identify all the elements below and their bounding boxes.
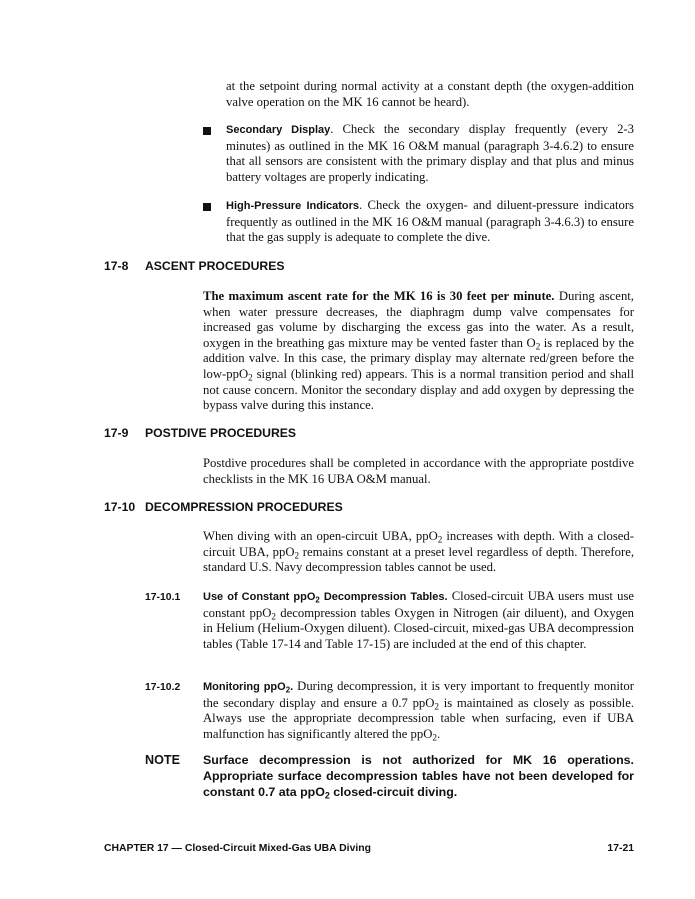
section-body-ascent [203, 289, 634, 414]
body-text: When diving with an open-circuit UBA, ppO [203, 529, 438, 543]
subscript: 2 [294, 550, 300, 561]
bullet-text: . Check the secondary display frequently (every 2-3 minutes) as outlined in the MK 16 O&M manual (paragraph 3-4.6.2) to ensure that all sensors are consistent with the primary display and that plus and minus battery voltages are properly indicating. [226, 122, 634, 184]
subscript: 2 [437, 534, 443, 545]
subscript: 2 [315, 595, 320, 605]
subsection-lead [203, 591, 448, 603]
section-number: 17-8 [104, 259, 129, 273]
lead-text: Use of Constant ppO [203, 591, 316, 603]
lead-text: . [290, 681, 294, 693]
bullet-text: . Check the oxygen- and diluent-pressure indicators frequently as outlined in the MK 16 O&M manual (paragraph 3-4.6.3) to ensure that the gas supply is adequate to complete the dive. [226, 198, 634, 245]
body-text: During ascent, when water pressure decreases, the diaphragm dump valve compensates for increased gas volume by discharging the excess gas into the water. As a result, oxygen in the breathing gas mixture may be vented faster than O [203, 289, 634, 350]
section-title: DECOMPRESSION PROCEDURES [145, 500, 343, 514]
body-text: is maintained as closely as possible. Always use the appropriate decompression table when surfacing, even if UBA malfunction has significantly altered the ppO [203, 695, 634, 741]
section-title: ASCENT PROCEDURES [145, 259, 285, 273]
section-number: 17-9 [104, 426, 129, 440]
note-text-part: closed-circuit diving. [329, 785, 458, 799]
section-number: 17-10 [104, 500, 136, 514]
section-body-decompression [203, 529, 634, 576]
body-text: decompression tables Oxygen in Nitrogen (air diluent), and Oxygen in Helium (Helium-Oxygen diluent). Closed-circuit, mixed-gas UBA decompression tables (Table 17-14 and Table 17-15) are included at the end of this chapter. [203, 605, 634, 651]
lead-text: Decompression Tables. [319, 591, 448, 603]
subscript: 2 [271, 611, 276, 622]
subscript: 2 [248, 372, 253, 383]
subsection-number: 17-10.1 [145, 592, 181, 603]
lead-text: Monitoring ppO [203, 681, 286, 693]
subsection-number: 17-10.2 [145, 682, 181, 693]
body-text: remains constant at a preset level regardless of depth. Therefore, standard U.S. Navy decompression tables cannot be used. [203, 544, 635, 575]
continued-paragraph-text: at the setpoint during normal activity at a constant depth (the oxygen-addition valve operation on the MK 16 cannot be heard). [226, 79, 634, 109]
bullet-lead: High-Pressure Indicators [226, 200, 360, 212]
subsection-body-constant-ppo2 [203, 589, 634, 652]
subscript: 2 [535, 341, 541, 352]
bullet-square-icon [203, 203, 211, 211]
body-text: Closed-circuit UBA users must use constant ppO [203, 589, 635, 620]
subsection-lead [203, 681, 293, 693]
body-text: During decompression, it is very important to frequently monitor the secondary display and ensure a 0.7 ppO [203, 679, 634, 710]
bullet-secondary-display [226, 122, 634, 185]
body-text: . [436, 726, 441, 741]
body-text: signal (blinking red) appears. This is a normal transition period and shall not cause concern. Monitor the secondary display and add oxygen by depressing the bypass valve during this instance. [203, 366, 634, 413]
subscript: 2 [285, 685, 291, 695]
section-body-postdive [203, 456, 634, 487]
bullet-square-icon [203, 127, 211, 135]
bold-lead: The maximum ascent rate for the MK 16 is 30 feet per minute. [203, 289, 555, 303]
body-text: is replaced by the addition valve. In this case, the primary display may alternate red/green before the low-ppO [203, 335, 634, 381]
body-text: increases with depth. With a closed-circuit UBA, ppO [203, 529, 635, 559]
note-text [203, 752, 634, 800]
body-text: Postdive procedures shall be completed in accordance with the appropriate postdive checklists in the MK 16 UBA O&M manual. [203, 456, 634, 486]
subsection-body-monitoring [203, 679, 634, 742]
bullet-lead: Secondary Display [226, 124, 331, 136]
section-title: POSTDIVE PROCEDURES [145, 426, 297, 440]
subscript: 2 [434, 701, 439, 712]
subscript: 2 [432, 732, 437, 743]
bullet-high-pressure-indicators [226, 198, 634, 246]
note-text-part: Surface decompression is not authorized for MK 16 operations. Appropriate surface decompression tables have not been developed for constant 0.7 ata ppO [203, 753, 634, 799]
continued-paragraph [226, 79, 634, 110]
footer-chapter-title: CHAPTER 17 — Closed-Circuit Mixed-Gas UBA Diving [104, 843, 371, 854]
note-label: NOTE [145, 753, 180, 767]
subscript: 2 [324, 790, 330, 801]
footer-page-number: 17-21 [607, 843, 634, 854]
